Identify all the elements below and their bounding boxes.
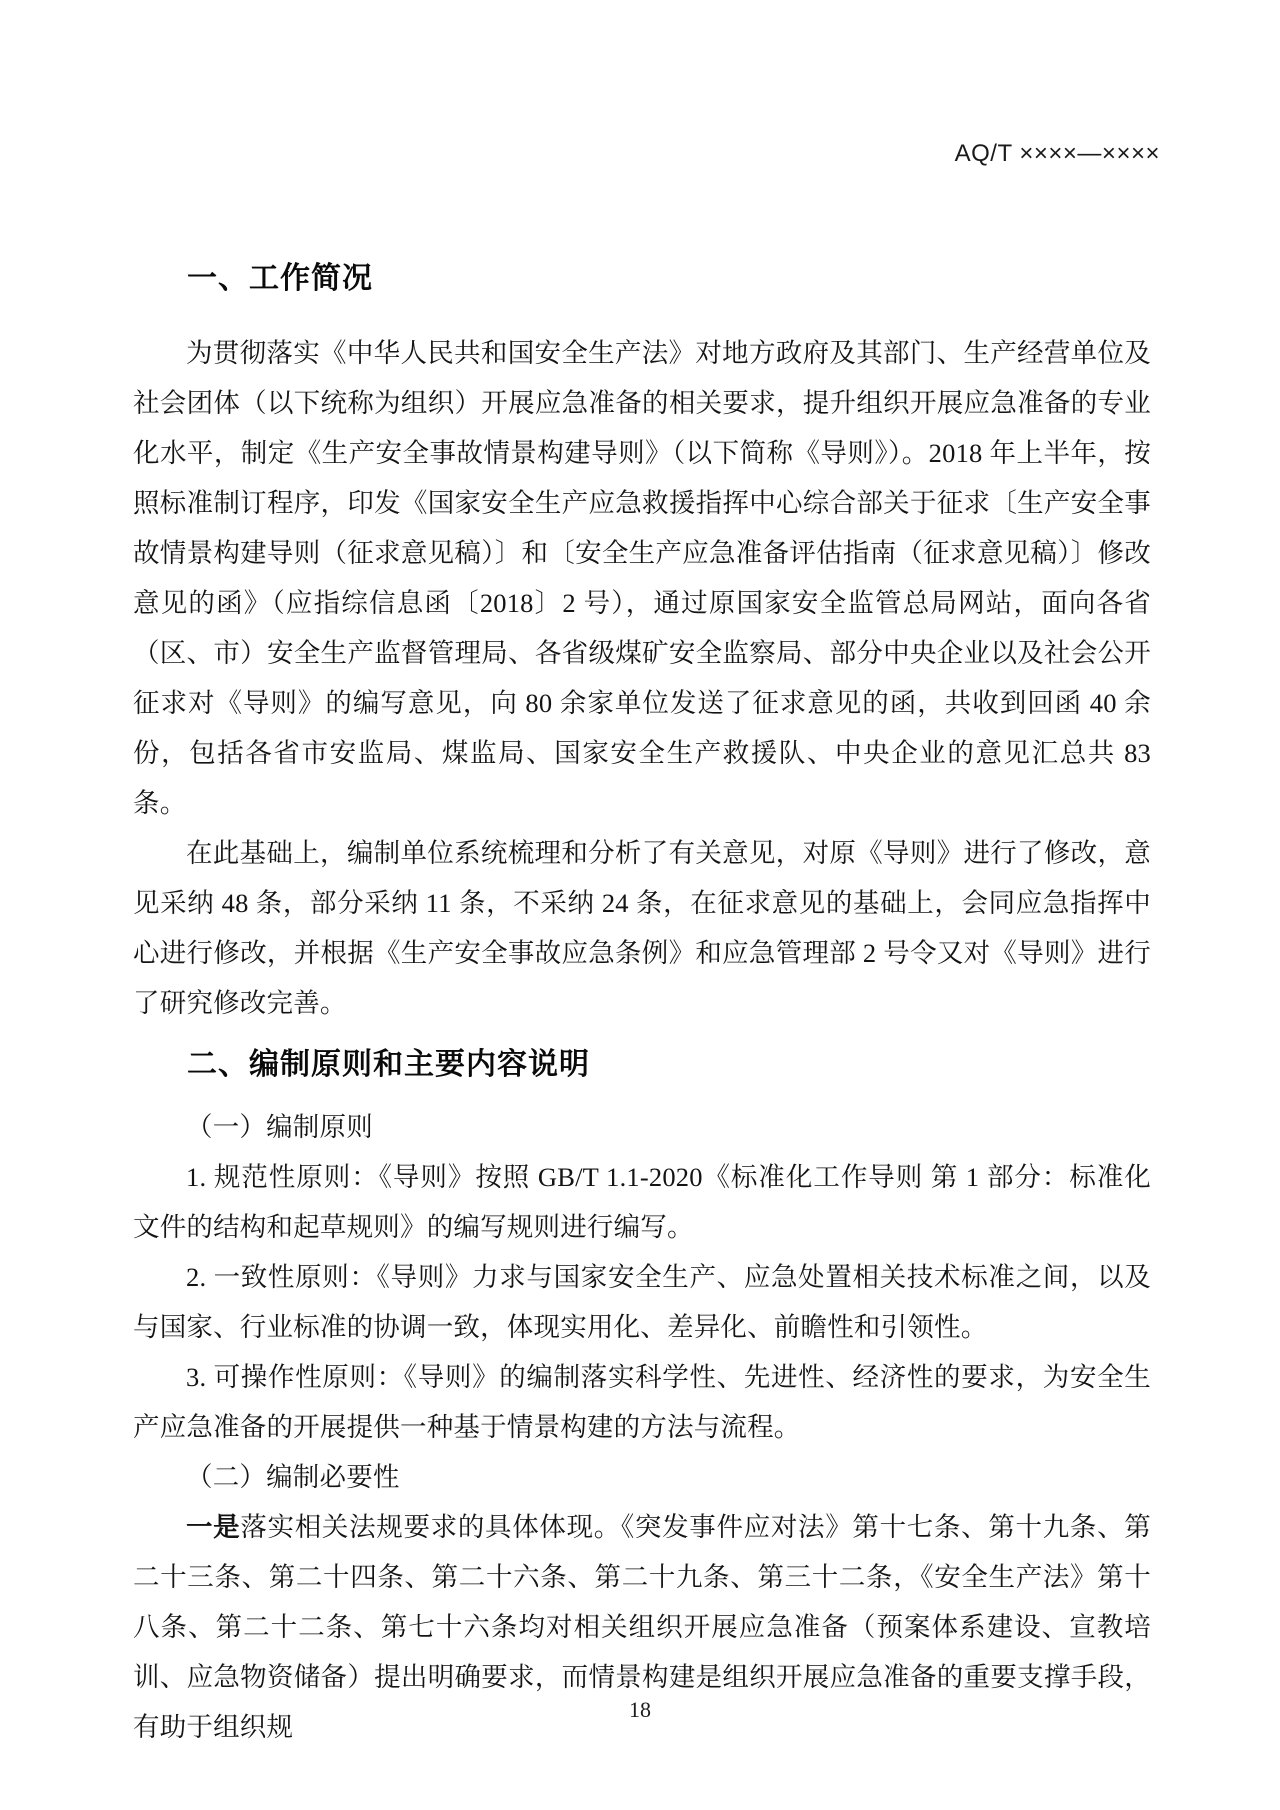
principle-item-3: 3. 可操作性原则：《导则》的编制落实科学性、先进性、经济性的要求，为安全生产应急准备的开展提供一种基于情景构建的方法与流程。	[133, 1362, 1151, 1442]
section-1-paragraph-2: 在此基础上，编制单位系统梳理和分析了有关意见，对原《导则》进行了修改，意见采纳 48 条，部分采纳 11 条，不采纳 24 条，在征求意见的基础上，会同应急指挥中心进行修改，并根据《生产安全事故应急条例》和应急管理部 2 号令又对《导则》进行了研究修改完善。	[133, 838, 1151, 1018]
section-2-subheading-principles: （一）编制原则	[186, 1112, 373, 1142]
necessity-paragraph-text: 落实相关法规要求的具体体现。《突发事件应对法》第十七条、第十九条、第二十三条、第二十四条、第二十六条、第二十九条、第三十二条，《安全生产法》第十八条、第二十二条、第七十六条均对相关组织开展应急准备（预案体系建设、宣教培训、应急物资储备）提出明确要求，而情景构建是组织开展应急准备的重要支撑手段，有助于组织规	[133, 1512, 1151, 1742]
principle-item-2: 2. 一致性原则：《导则》力求与国家安全生产、应急处置相关技术标准之间，以及与国家、行业标准的协调一致，体现实用化、差异化、前瞻性和引领性。	[133, 1262, 1151, 1342]
principle-item-1: 1. 规范性原则：《导则》按照 GB/T 1.1-2020《标准化工作导则 第 1 部分：标准化文件的结构和起草规则》的编写规则进行编写。	[133, 1162, 1151, 1242]
necessity-bold-lead: 一是	[186, 1512, 241, 1542]
section-2-subheading-necessity: （二）编制必要性	[186, 1462, 400, 1492]
section-2-heading: 二、编制原则和主要内容说明	[187, 1048, 590, 1081]
document-body	[133, 258, 1151, 1752]
section-1-paragraph-1: 为贯彻落实《中华人民共和国安全生产法》对地方政府及其部门、生产经营单位及社会团体（以下统称为组织）开展应急准备的相关要求，提升组织开展应急准备的专业化水平，制定《生产安全事故情景构建导则》（以下简称《导则》）。2018 年上半年，按照标准制订程序，印发《国家安全生产应急救援指挥中心综合部关于征求〔生产安全事故情景构建导则（征求意见稿）〕和〔安全生产应急准备评估指南（征求意见稿）〕修改意见的函》（应指综信息函〔2018〕2 号），通过原国家安全监管总局网站，面向各省（区、市）安全生产监督管理局、各省级煤矿安全监察局、部分中央企业以及社会公开征求对《导则》的编写意见，向 80 余家单位发送了征求意见的函，共收到回函 40 余份，包括各省市安监局、煤监局、国家安全生产救援队、中央企业的意见汇总共 83 条。	[133, 338, 1151, 818]
section-1-heading: 一、工作简况	[187, 262, 373, 295]
page-number: 18	[629, 1697, 651, 1722]
standard-number-header: AQ/T ××××—××××	[954, 140, 1160, 167]
